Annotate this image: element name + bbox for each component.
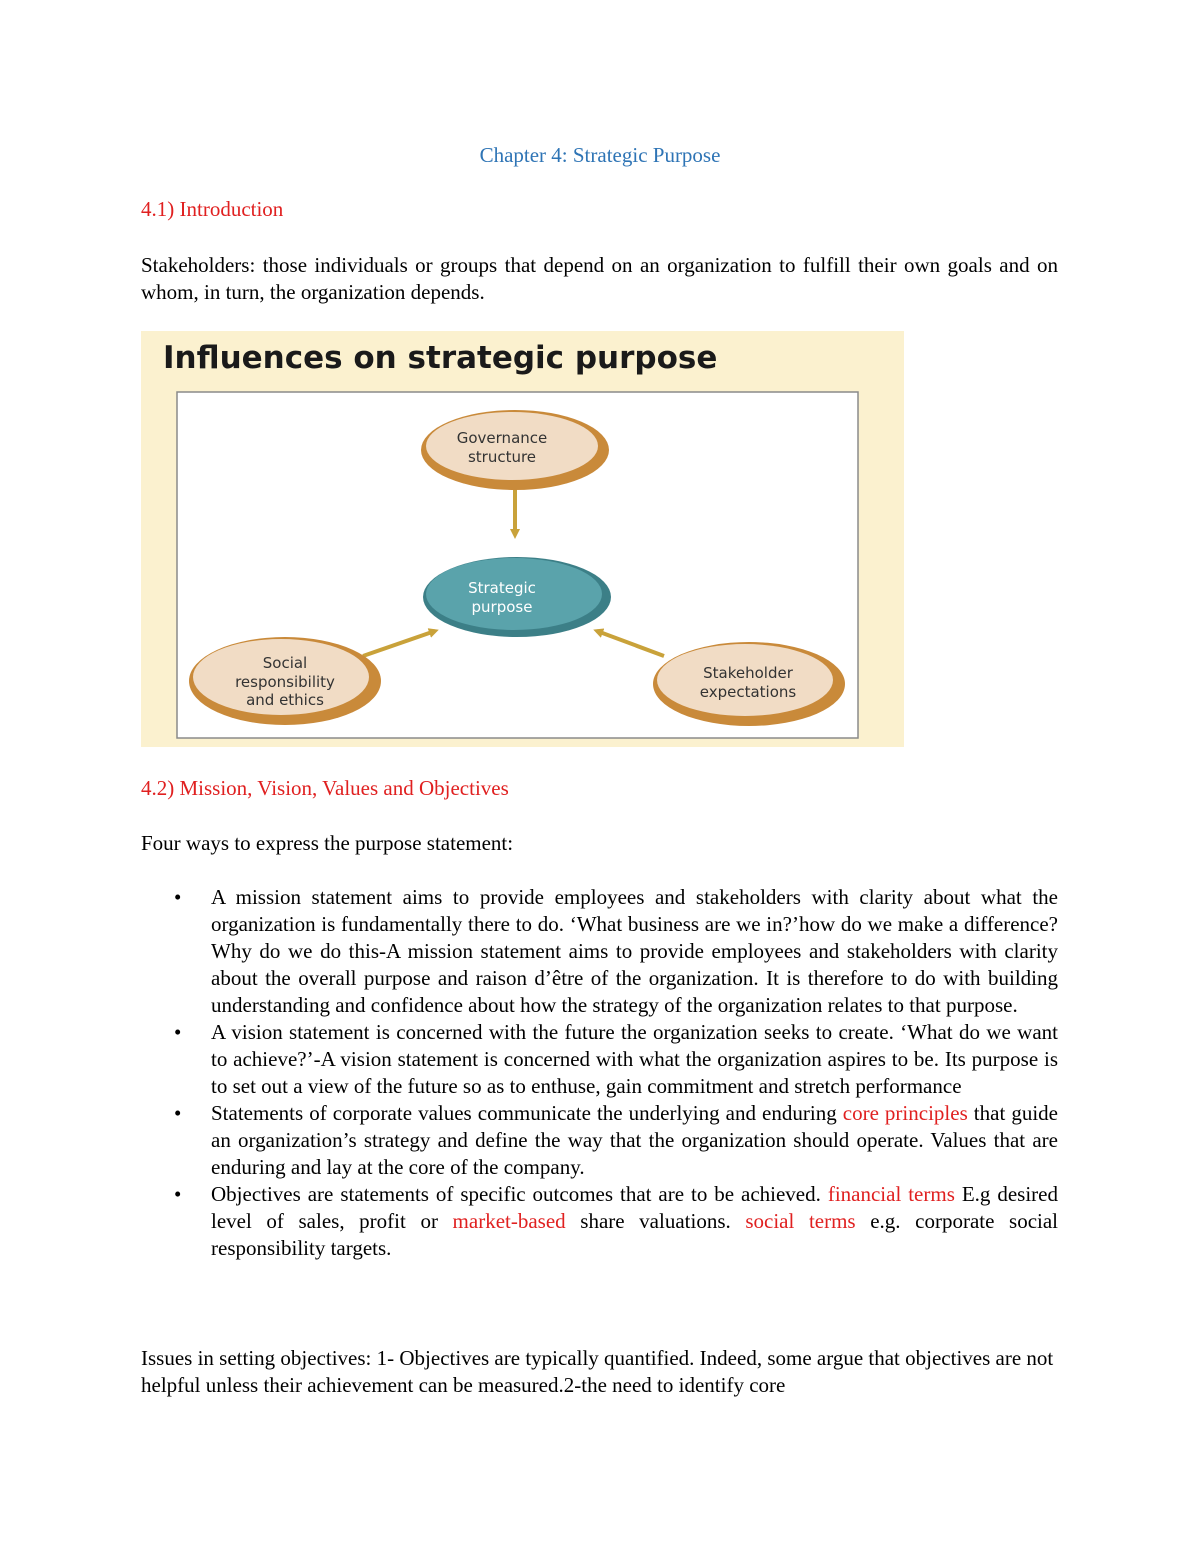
market-based-highlight: market-based [452,1209,566,1233]
mvvo-heading: 4.2) Mission, Vision, Values and Objectives [141,776,509,800]
social-line-1: Social [262,654,308,672]
governance-line-2: structure [467,448,537,466]
figure-title: Influences on strategic purpose [163,340,718,376]
mvvo-intro: Four ways to express the purpose statement: [141,831,514,855]
mission-text: A mission statement aims to provide employees and stakeholders with clarity about what the organization is fundamentally there to do. ‘What business are we in?’how do we make a difference? Why do we do this-A mission statement aims to provide employees and stakeholders with clarity about the overall purpose and raison d’être of the organization. It is therefore to do with building understanding and confidence about how the strategy of the organization relates to that purpose. [211,885,1058,1017]
financial-terms-highlight: financial terms [827,1182,955,1206]
objectives-text-part-4: e.g. corporate social responsibility targets. [211,1209,1059,1260]
objectives-text-part-3: share valuations. [565,1209,746,1233]
influences-diagram [141,331,904,747]
social-terms-highlight: social terms [745,1209,856,1233]
vision-text: A vision statement is concerned with the future the organization seeks to create. ‘What do we want to achieve?’-A vision statement is concerned with what the organization aspires to be. Its purpose is to set out a view of the future so as to enthuse, gain commitment and stretch performance [211,1020,1058,1098]
values-text-part-1: Statements of corporate values communicate the underlying and enduring [211,1101,843,1125]
purpose-statement-list [141,884,1058,1262]
governance-line-1: Governance [456,429,548,447]
values-text-part-2: that guide an organization’s strategy and define the way that the organization should operate. Values that are enduring and lay at the core of the company. [211,1101,1058,1179]
bullet-glyph: • [174,1182,182,1206]
list-item-values [141,1100,1058,1181]
list-item-objectives [141,1181,1058,1262]
purpose-line-2: purpose [471,598,533,616]
purpose-line-1: Strategic [468,579,536,597]
strategic-purpose-node [423,557,611,637]
influences-figure [141,331,904,747]
governance-structure-node [421,410,609,490]
objectives-text-part-2: E.g desired level of sales, profit or [211,1182,1058,1233]
page-title: Chapter 4: Strategic Purpose [479,143,721,167]
intro-heading: 4.1) Introduction [141,197,284,221]
bullet-glyph: • [174,885,182,909]
stakeholder-line-2: expectations [699,683,797,701]
list-item-vision [141,1019,1058,1100]
social-responsibility-node [189,637,381,725]
social-line-3: and ethics [246,691,324,709]
list-item-mission [141,884,1058,1019]
issues-paragraph: Issues in setting objectives: 1- Objectives are typically quantified. Indeed, some argue that objectives are not helpful unless their achievement can be measured.2-the need to identify core [141,1346,1054,1397]
stakeholder-expectations-node [653,642,845,726]
stakeholders-definition: Stakeholders: those individuals or groups that depend on an organization to fulfill their own goals and on whom, in turn, the organization depends. [141,253,1058,304]
objectives-text-part-1: Objectives are statements of specific outcomes that are to be achieved. [211,1182,828,1206]
bullet-glyph: • [174,1020,182,1044]
core-principles-highlight: core principles [842,1101,968,1125]
bullet-glyph: • [174,1101,182,1125]
stakeholder-line-1: Stakeholder [703,664,793,682]
social-line-2: responsibility [235,673,335,691]
